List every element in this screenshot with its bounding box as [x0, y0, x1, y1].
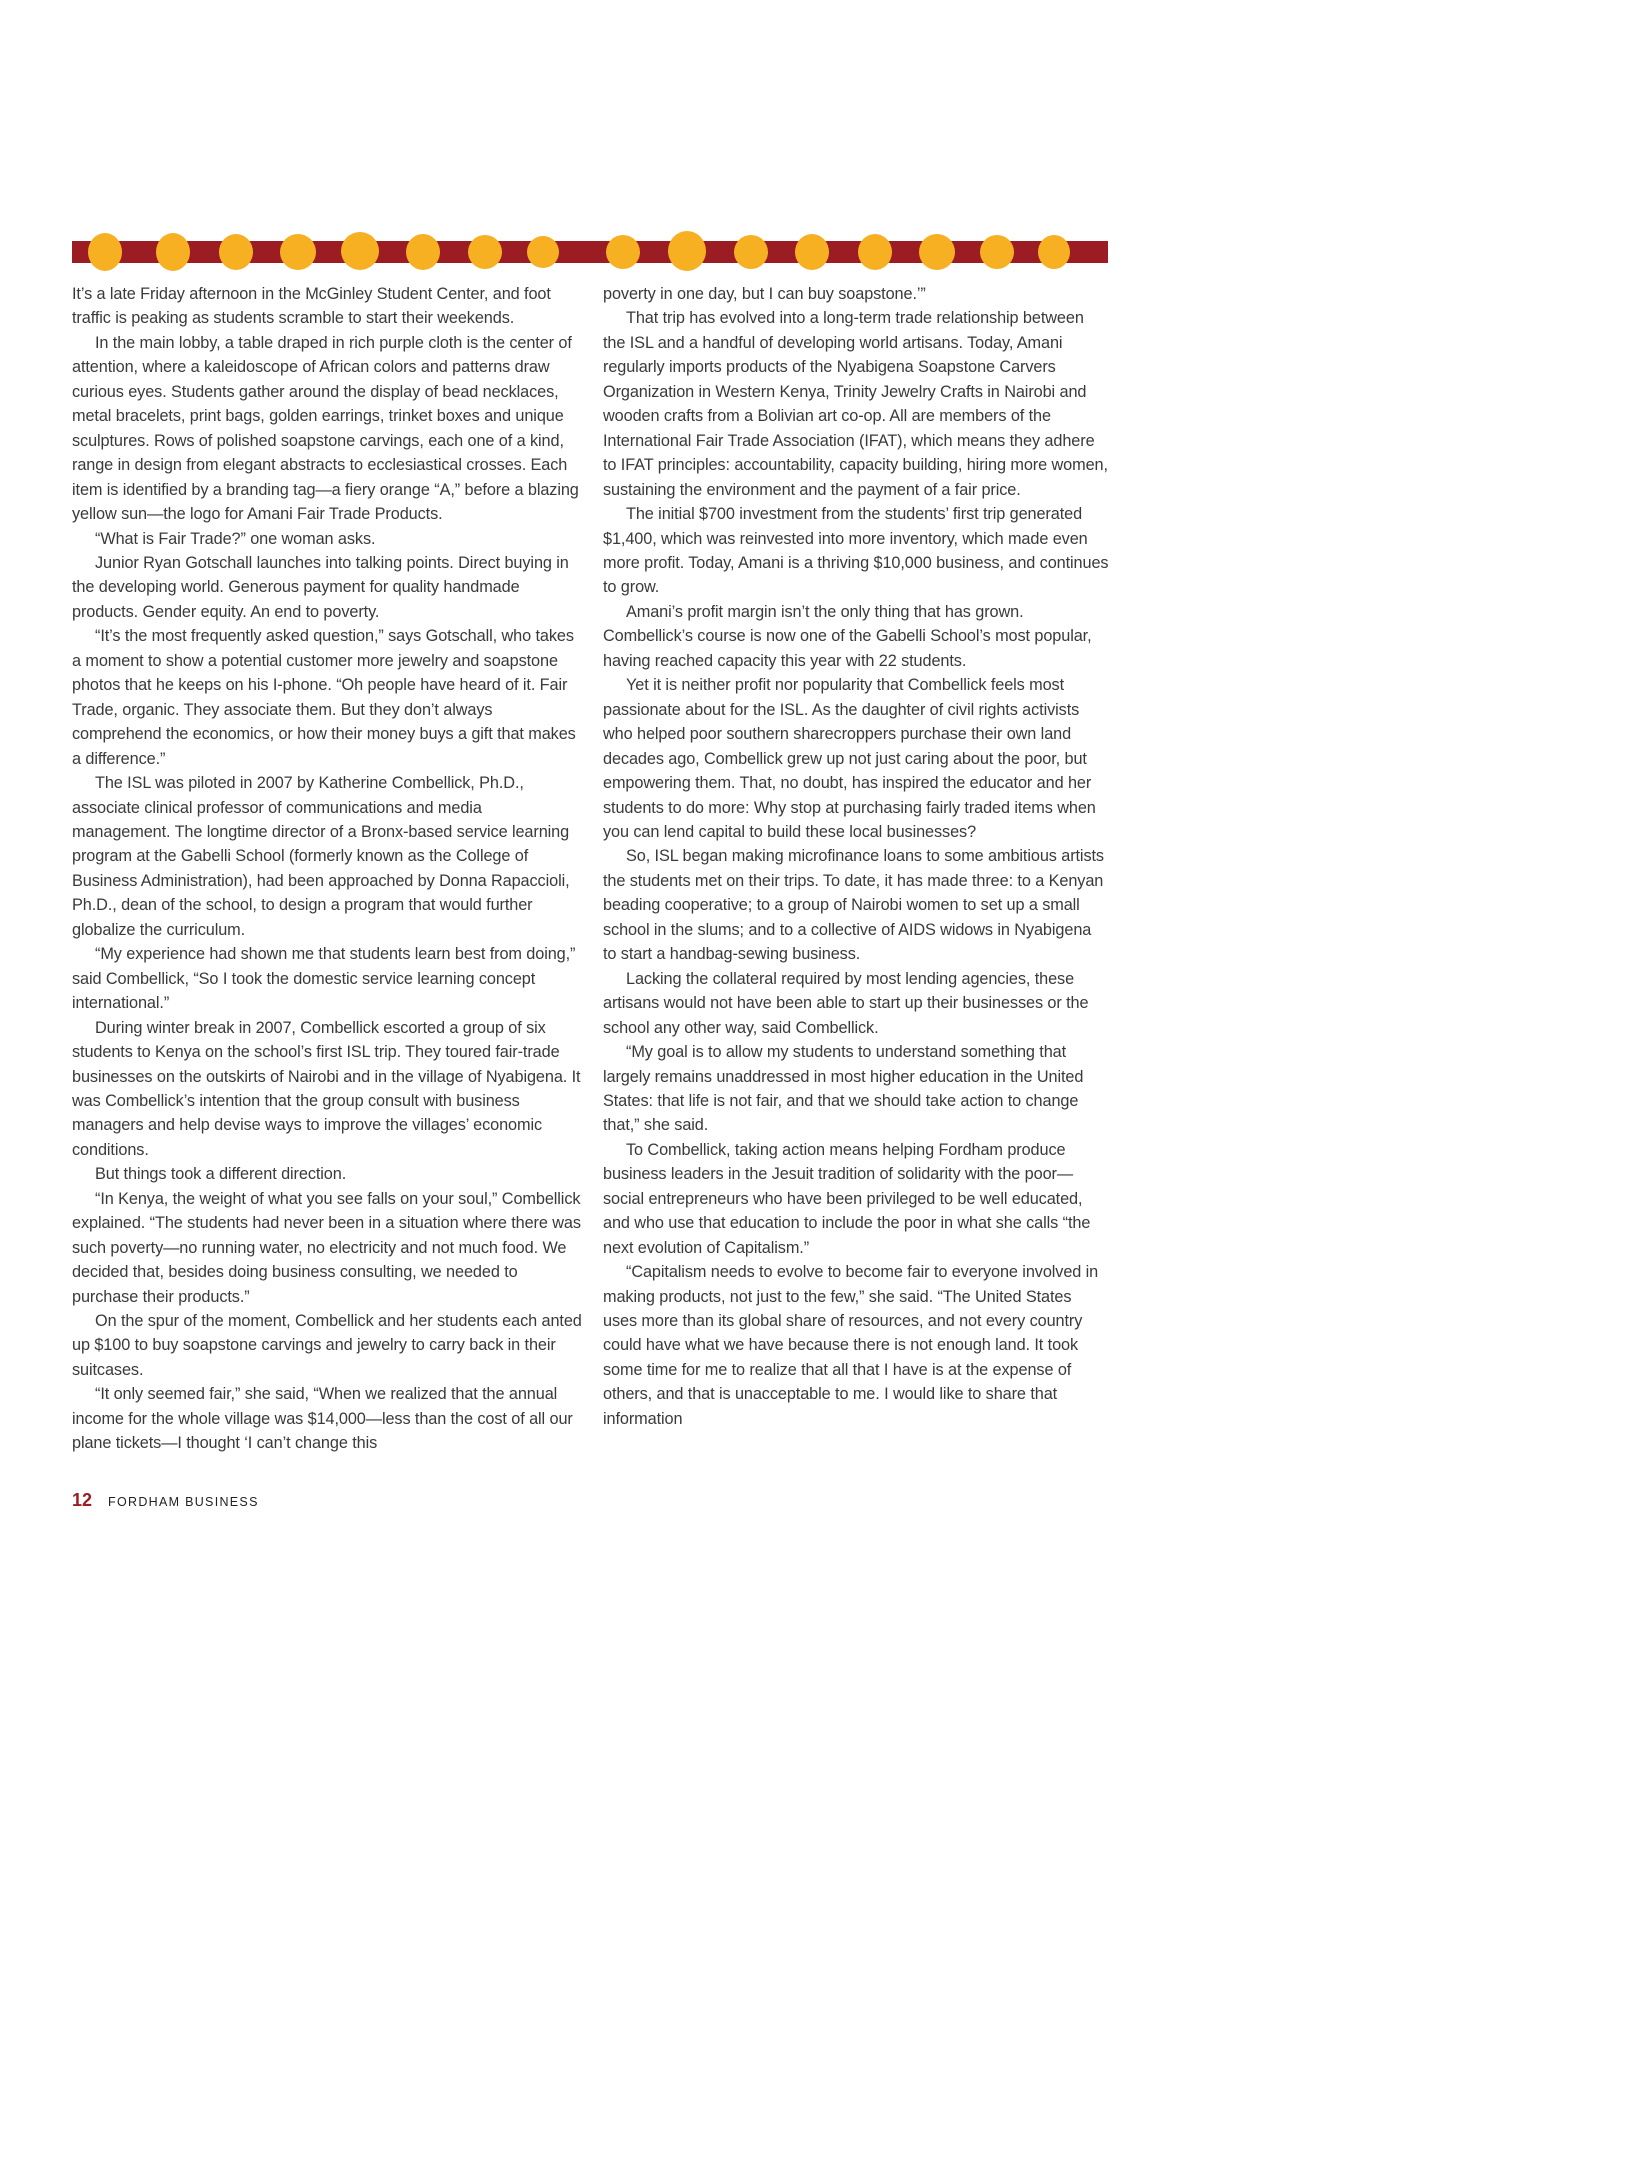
banner-dot: [858, 234, 892, 270]
article-left-column: [72, 282, 582, 1456]
article-paragraph: To Combellick, taking action means helping Fordham produce business leaders in the Jesuit tradition of solidarity with the poor—social entrepreneurs who have been privileged to be well educated, and who use that education to include the poor in what she calls “the next evolution of Capitalism.”: [603, 1140, 1091, 1257]
article-paragraph-continuation: poverty in one day, but I can buy soapstone.’”: [603, 285, 926, 303]
banner-dot: [527, 236, 559, 268]
article-paragraph: But things took a different direction.: [95, 1165, 347, 1184]
banner-dot: [919, 234, 955, 270]
banner-dot: [280, 234, 316, 270]
banner-dot: [606, 235, 640, 269]
article-paragraph: So, ISL began making microfinance loans to some ambitious artists the students met on their trips. To date, it has made three: to a Kenyan beading cooperative; to a group of Nairobi women to set up a small school in the slums; and to a collective of AIDS widows in Nyabigena to start a handbag-sewing business.: [603, 847, 1104, 964]
article-paragraph: “My goal is to allow my students to understand something that largely remains unaddressed in most higher education in the United States: that life is not fair, and that we should take action to change that,” she said.: [603, 1043, 1084, 1135]
banner-dot: [734, 235, 768, 269]
article-right-column: [603, 282, 1109, 1431]
article-paragraph: On the spur of the moment, Combellick and her students each anted up $100 to buy soapstone carvings and jewelry to carry back in their suitcases.: [72, 1312, 582, 1379]
article-paragraph: “It’s the most frequently asked question,” says Gotschall, who takes a moment to show a potential customer more jewelry and soapstone photos that he keeps on his I-phone. “Oh people have heard of it. Fair Trade, organic. They associate them. But they don’t always comprehend the economics, or how their money buys a gift that makes a difference.”: [72, 627, 576, 768]
page-number: 12: [72, 1490, 93, 1510]
article-paragraph: In the main lobby, a table draped in rich purple cloth is the center of attention, where a kaleidoscope of African colors and patterns draw curious eyes. Students gather around the display of bead necklaces, metal bracelets, print bags, golden earrings, trinket boxes and unique sculptures. Rows of polished soapstone carvings, each one of a kind, range in design from elegant abstracts to ecclesiastical crosses. Each item is identified by a branding tag—a fiery orange “A,” before a blazing yellow sun—the logo for Amani Fair Trade Products.: [72, 333, 579, 524]
article-paragraph: “Capitalism needs to evolve to become fair to everyone involved in making products, not just to the few,” she said. “The United States uses more than its global share of resources, and not every country could have what we have because there is not enough land. It took some time for me to realize that all that I have is at the expense of others, and that is unacceptable to me. I would like to share that information: [603, 1263, 1099, 1428]
article-paragraph: During winter break in 2007, Combellick escorted a group of six students to Kenya on the school’s first ISL trip. They toured fair-trade businesses on the outskirts of Nairobi and in the village of Nyabigena. It was Combellick’s intention that the group consult with business managers and help devise ways to improve the villages’ economic conditions.: [72, 1018, 581, 1159]
article-paragraph: The ISL was piloted in 2007 by Katherine Combellick, Ph.D., associate clinical professor of communications and media management. The longtime director of a Bronx-based service learning program at the Gabelli School (formerly known as the College of Business Administration), had been approached by Donna Rapaccioli, Ph.D., dean of the school, to design a program that would further globalize the curriculum.: [72, 774, 570, 939]
decorative-dot-banner: [72, 228, 1108, 280]
page-footer: [72, 1490, 259, 1516]
banner-dot: [88, 233, 122, 271]
banner-dot: [341, 232, 379, 270]
banner-dot: [406, 234, 440, 270]
article-paragraph: Yet it is neither profit nor popularity that Combellick feels most passionate about for the ISL. As the daughter of civil rights activists who helped poor southern sharecroppers purchase their own land decades ago, Combellick grew up not just caring about the poor, but empowering them. That, no doubt, has inspired the educator and her students to do more: Why stop at purchasing fairly traded items when you can lend capital to build these local businesses?: [603, 676, 1096, 841]
article-paragraph: Junior Ryan Gotschall launches into talking points. Direct buying in the developing world. Generous payment for quality handmade products. Gender equity. An end to poverty.: [72, 553, 569, 621]
article-paragraph: “In Kenya, the weight of what you see falls on your soul,” Combellick explained. “The students had never been in a situation where there was such poverty—no running water, no electricity and not much food. We decided that, besides doing business consulting, we needed to purchase their products.”: [72, 1189, 581, 1306]
article-paragraph: Lacking the collateral required by most lending agencies, these artisans would not have been able to start up their businesses or the school any other way, said Combellick.: [603, 969, 1089, 1037]
article-paragraph: The initial $700 investment from the students’ first trip generated $1,400, which was reinvested into more inventory, which made even more profit. Today, Amani is a thriving $10,000 business, and continues to grow.: [603, 505, 1109, 597]
article-paragraph: Amani’s profit margin isn’t the only thing that has grown. Combellick’s course is now one of the Gabelli School’s most popular, having reached capacity this year with 22 students.: [603, 602, 1092, 670]
dot-banner-graphic: [72, 228, 1108, 280]
article-paragraph: That trip has evolved into a long-term trade relationship between the ISL and a handful of developing world artisans. Today, Amani regularly imports products of the Nyabigena Soapstone Carvers Organization in Western Kenya, Trinity Jewelry Crafts in Nairobi and wooden crafts from a Bolivian art co-op. All are members of the International Fair Trade Association (IFAT), which means they adhere to IFAT principles: accountability, capacity building, hiring more women, sustaining the environment and the payment of a fair price.: [603, 309, 1108, 499]
banner-dot: [1038, 235, 1070, 269]
banner-dot: [219, 234, 253, 270]
publication-name: FORDHAM BUSINESS: [108, 1495, 259, 1509]
article-paragraph: “What is Fair Trade?” one woman asks.: [95, 529, 376, 548]
article-paragraph: “It only seemed fair,” she said, “When we realized that the annual income for the whole village was $14,000—less than the cost of all our plane tickets—I thought ‘I can’t change this: [72, 1385, 573, 1453]
banner-dot: [795, 234, 829, 270]
banner-dot: [468, 235, 502, 269]
article-paragraph: It’s a late Friday afternoon in the McGinley Student Center, and foot traffic is peaking as students scramble to start their weekends.: [72, 285, 551, 328]
banner-dot: [980, 235, 1014, 269]
banner-dot: [156, 233, 190, 271]
article-paragraph: “My experience had shown me that students learn best from doing,” said Combellick, “So I took the domestic service learning concept international.”: [72, 945, 576, 1013]
banner-dot: [668, 231, 706, 271]
